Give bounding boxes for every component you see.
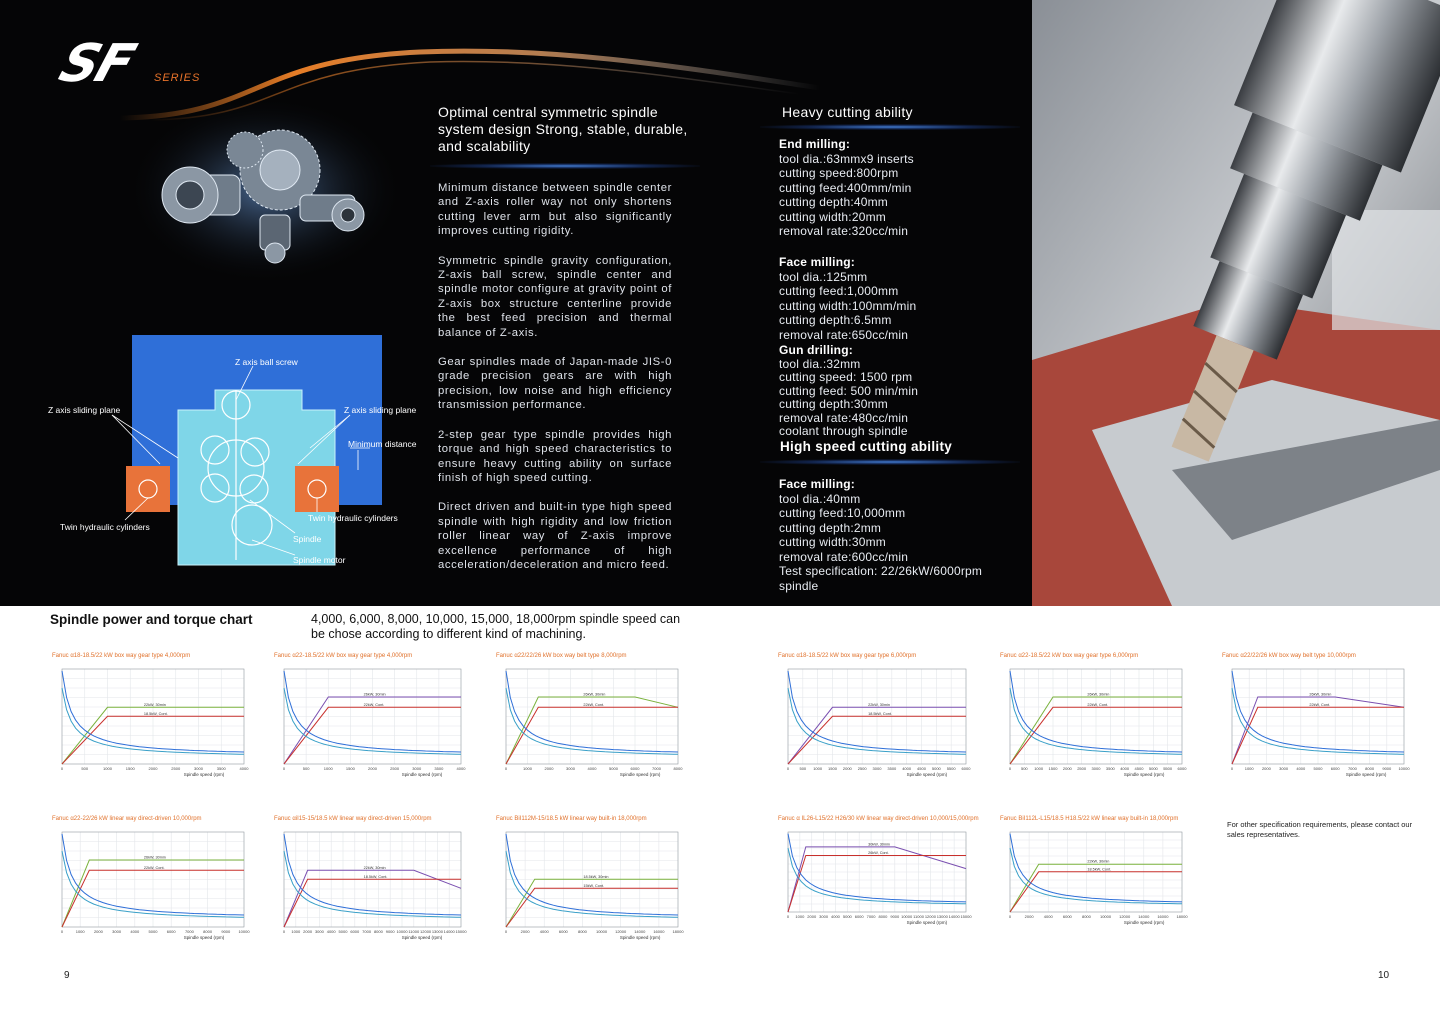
chart-grid-lines: [1009, 669, 1187, 771]
spec-line: tool dia.:40mm: [779, 491, 861, 506]
series-label: 18.5kW, Cont.: [868, 711, 892, 716]
x-tick-label: 8000: [203, 929, 213, 934]
spec-line: tool dia.:32mm: [779, 356, 861, 371]
x-tick-label: 3500: [1105, 766, 1115, 771]
x-tick-label: 7000: [362, 929, 372, 934]
x-tick-label: 5500: [946, 766, 956, 771]
x-tick-label: 10000: [1398, 766, 1410, 771]
x-tick-label: 12000: [615, 929, 627, 934]
x-tick-label: 7000: [184, 929, 194, 934]
chart-plot: [270, 828, 475, 943]
x-axis-label: Spindle speed (rpm): [183, 772, 225, 777]
x-tick-label: 4000: [456, 766, 466, 771]
x-tick-label: 2000: [520, 929, 530, 934]
x-tick-label: 2000: [148, 766, 158, 771]
x-tick-label: 9000: [890, 914, 900, 919]
x-tick-label: 1000: [291, 929, 301, 934]
label-sliding-plane-right: Z axis sliding plane: [344, 405, 417, 415]
heavy-gun-drilling: [779, 344, 918, 439]
spec-line: cutting feed: 500 min/min: [779, 383, 919, 398]
x-tick-label: 7000: [866, 914, 876, 919]
series-label: 18.5kW, 30min: [583, 874, 609, 879]
x-tick-label: 8000: [673, 766, 683, 771]
spec-line: cutting depth:6.5mm: [779, 313, 892, 327]
chart-plot: [492, 828, 692, 943]
x-tick-label: 4000: [902, 766, 912, 771]
x-tick-label: 4000: [831, 914, 840, 919]
label-minimum-distance: Minimum distance: [348, 439, 417, 449]
x-tick-label: 8000: [373, 929, 383, 934]
series-label: 22kW, 30min: [143, 702, 166, 707]
x-tick-label: 500: [1020, 766, 1028, 771]
x-tick-label: 2000: [807, 914, 817, 919]
x-axis-label: Spindle speed (rpm): [1345, 772, 1387, 777]
x-tick-label: 1000: [323, 766, 333, 771]
chart-section-description: 4,000, 6,000, 8,000, 10,000, 15,000, 18,000rpm spindle speed can be chose according to different kind of machining.: [311, 612, 681, 641]
series-label: 26kW, Cont.: [868, 851, 889, 856]
x-tick-label: 5000: [1313, 766, 1323, 771]
x-tick-label: 4000: [587, 766, 597, 771]
high-speed-face-milling: [779, 477, 1019, 593]
x-tick-label: 12000: [420, 929, 432, 934]
chart-title: Fanuc BiI112L-L15/18.5 H18.5/22 kW linear way built-in 18,000rpm: [1000, 816, 1179, 822]
chart-title: Fanuc α22-18.5/22 kW box way gear type 4,000rpm: [274, 653, 413, 659]
label-sliding-plane-left: Z axis sliding plane: [48, 405, 121, 415]
x-tick-label: 1000: [813, 766, 823, 771]
x-tick-label: 18000: [672, 929, 684, 934]
x-axis-label: Spindle speed (rpm): [401, 935, 443, 940]
x-tick-label: 2000: [1261, 766, 1271, 771]
paragraph-5: Direct driven and built-in type high speed spindle with high rigidity and low friction roller linear way of Z-axis improve excellence performance of high acceleration/deceleration and micro feed.: [438, 501, 672, 571]
power-series-line: [1010, 872, 1182, 912]
x-tick-label: 5000: [609, 766, 618, 771]
x-axis-label: Spindle speed (rpm): [906, 920, 948, 925]
x-tick-label: 0: [1230, 766, 1234, 771]
x-axis-label: Spindle speed (rpm): [619, 935, 661, 940]
hs-face-milling-title: Face milling:: [779, 477, 855, 491]
page-number-left: 9: [64, 970, 70, 981]
x-tick-label: 0: [504, 929, 508, 934]
x-tick-label: 5000: [931, 766, 941, 771]
paragraph-1: Minimum distance between spindle center and Z-axis roller way not only shortens cutting lever arm but also significantly improves cutting rigidity.: [438, 182, 672, 238]
chart-plot: [774, 665, 980, 780]
x-tick-label: 16000: [1157, 914, 1169, 919]
logo-mark: SF: [52, 34, 141, 94]
chart-grid-lines: [283, 669, 466, 771]
chart-plot: [492, 665, 692, 780]
x-tick-label: 6000: [166, 929, 176, 934]
power-torque-chart: [774, 653, 980, 780]
x-tick-label: 3000: [566, 766, 575, 771]
x-tick-label: 1000: [1034, 766, 1044, 771]
x-tick-label: 7000: [652, 766, 661, 771]
x-tick-label: 16000: [653, 929, 665, 934]
x-tick-label: 2000: [842, 766, 852, 771]
chart-plot: [48, 665, 258, 780]
heavy-cutting-heading: Heavy cutting ability: [782, 104, 913, 120]
x-tick-label: 8000: [577, 929, 587, 934]
spec-line: cutting speed:800rpm: [779, 166, 899, 180]
series-label: 18.5kW, Cont.: [363, 874, 388, 879]
spec-line: cutting width:100mm/min: [779, 298, 917, 313]
spec-line: cutting depth:40mm: [779, 195, 888, 209]
x-tick-label: 10000: [595, 929, 608, 934]
chart-grid-lines: [1231, 669, 1410, 771]
x-tick-label: 1000: [523, 766, 532, 771]
x-axis-label: Spindle speed (rpm): [401, 772, 443, 777]
x-tick-label: 4000: [239, 766, 249, 771]
x-tick-label: 5000: [148, 929, 158, 934]
chart-plot: [996, 665, 1196, 780]
x-tick-label: 4500: [1134, 766, 1144, 771]
series-label: 26kW, 30min: [1309, 692, 1332, 697]
x-tick-label: 4000: [130, 929, 140, 934]
x-tick-label: 3000: [1091, 766, 1101, 771]
x-tick-label: 2000: [544, 766, 554, 771]
chart-title: Fanuc α22-22/26 kW linear way direct-driven 10,000rpm: [52, 816, 202, 822]
series-label: 30kW, 30min: [868, 842, 891, 847]
x-tick-label: 14000: [1138, 914, 1150, 919]
chart-title: Fanuc α22/22/26 kW box way belt type 10,000rpm: [1222, 653, 1356, 659]
x-tick-label: 18000: [1176, 914, 1188, 919]
x-tick-label: 1000: [75, 929, 85, 934]
spec-line: cutting feed:10,000mm: [779, 506, 906, 520]
spec-line: cutting depth:2mm: [779, 520, 882, 535]
x-tick-label: 4000: [326, 929, 336, 934]
spindle-description: [438, 181, 672, 587]
x-tick-label: 2000: [303, 929, 313, 934]
x-tick-label: 11000: [408, 929, 420, 934]
power-series-line: [284, 879, 461, 927]
series-label: 18.5kW, Cont.: [1087, 867, 1112, 872]
x-axis-label: Spindle speed (rpm): [183, 935, 225, 940]
chart-grid-lines: [61, 832, 250, 934]
chart-plot: [48, 828, 258, 943]
x-tick-label: 6000: [558, 929, 568, 934]
chart-title: Fanuc α22/22/26 kW box way belt type 8,000rpm: [496, 653, 627, 659]
paragraph-4: 2-step gear type spindle provides high torque and high speed characteristics to ensure heavy cutting ability on surface finish of high speed cutting.: [438, 428, 672, 484]
sf-series-logo: [52, 34, 232, 94]
gun-drilling-title: Gun drilling:: [779, 343, 853, 357]
heavy-face-milling: [779, 255, 916, 342]
x-tick-label: 4500: [917, 766, 926, 771]
spec-line: removal rate:650cc/min: [779, 327, 909, 342]
series-label: 26kW, 30min: [583, 692, 606, 697]
x-tick-label: 2500: [171, 766, 181, 771]
x-tick-label: 3000: [314, 929, 324, 934]
x-tick-label: 13000: [936, 914, 948, 919]
page-number-right: 10: [1378, 970, 1390, 981]
x-tick-label: 6000: [630, 766, 640, 771]
power-torque-chart: [492, 816, 692, 943]
x-tick-label: 10000: [901, 914, 913, 919]
x-axis-label: Spindle speed (rpm): [906, 772, 948, 777]
x-tick-label: 6000: [1177, 766, 1187, 771]
x-tick-label: 3000: [112, 929, 122, 934]
x-tick-label: 3000: [194, 766, 203, 771]
x-tick-label: 0: [60, 766, 64, 771]
x-tick-label: 1500: [125, 766, 135, 771]
x-tick-label: 12000: [1119, 914, 1131, 919]
series-label: 22kW, Cont.: [1309, 702, 1331, 707]
x-tick-label: 6000: [1330, 766, 1340, 771]
end-milling-title: End milling:: [779, 137, 851, 151]
power-torque-chart: [996, 816, 1196, 928]
series-label: 22kW, Cont.: [143, 865, 165, 870]
x-tick-label: 2500: [1077, 766, 1087, 771]
x-tick-label: 0: [1008, 914, 1012, 919]
spec-line: cutting width:30mm: [779, 535, 886, 549]
series-label: 26kW, 30min: [1087, 692, 1110, 697]
x-tick-label: 1000: [1244, 766, 1254, 771]
x-tick-label: 2500: [857, 766, 867, 771]
spec-line: removal rate:480cc/min: [779, 410, 909, 425]
x-tick-label: 10000: [1099, 914, 1112, 919]
chart-title: Fanuc BiI112M-15/18.5 kW linear way built-in 18,000rpm: [496, 816, 647, 822]
series-label: 26kW, 30min: [363, 692, 386, 697]
x-tick-label: 10000: [238, 929, 250, 934]
face-milling-title: Face milling:: [779, 255, 855, 269]
x-tick-label: 3000: [412, 766, 422, 771]
x-tick-label: 15000: [960, 914, 972, 919]
series-label: 15kW, Cont.: [583, 883, 605, 888]
spec-line: coolant through spindle: [779, 424, 908, 438]
x-tick-label: 3500: [434, 766, 444, 771]
x-tick-label: 3500: [887, 766, 897, 771]
x-tick-label: 6000: [350, 929, 360, 934]
x-tick-label: 4000: [1120, 766, 1130, 771]
power-torque-chart: [492, 653, 692, 780]
contact-note: For other specification requirements, please contact our sales representatives.: [1227, 820, 1413, 839]
z-axis-structure-diagram: [40, 330, 430, 580]
x-tick-label: 3000: [1279, 766, 1289, 771]
series-label: 22kW, 30min: [363, 865, 386, 870]
series-label: 22kW, Cont.: [583, 702, 605, 707]
series-label: 18.5kW, Cont.: [143, 711, 168, 716]
x-tick-label: 1500: [828, 766, 837, 771]
spec-line: cutting width:20mm: [779, 209, 886, 224]
x-tick-label: 500: [799, 766, 807, 771]
power-torque-chart: [270, 653, 475, 780]
x-tick-label: 1000: [103, 766, 112, 771]
power-series-line: [788, 847, 966, 912]
label-ball-screw: Z axis ball screw: [235, 357, 298, 367]
x-tick-label: 7000: [1347, 766, 1357, 771]
torque-series-line: [788, 848, 966, 904]
x-tick-label: 3000: [819, 914, 829, 919]
paragraph-2: Symmetric spindle gravity configuration, Z-axis ball screw, spindle center and spindle motor configure at gravity point of Z-axis box structure centerline provide the best feed precision and thermal balance of Z-axis.: [438, 254, 672, 339]
x-axis-label: Spindle speed (rpm): [1123, 772, 1165, 777]
x-tick-label: 500: [81, 766, 89, 771]
spec-line: tool dia.:63mmx9 inserts: [779, 151, 914, 166]
series-label: 22kW, Cont.: [363, 702, 385, 707]
x-tick-label: 0: [786, 914, 790, 919]
x-tick-label: 11000: [913, 914, 924, 919]
chart-plot: [270, 665, 475, 780]
series-label: 22kW, Cont.: [1087, 702, 1109, 707]
x-tick-label: 6000: [1062, 914, 1072, 919]
x-tick-label: 9000: [221, 929, 231, 934]
x-tick-label: 4000: [539, 929, 549, 934]
spec-line: cutting feed:400mm/min: [779, 180, 912, 195]
x-tick-label: 5000: [1148, 766, 1158, 771]
chart-grid-lines: [61, 669, 249, 771]
heading-glow-line: [430, 163, 700, 169]
series-label: 22kW, 30min: [1087, 859, 1110, 864]
label-cylinders-left: Twin hydraulic cylinders: [60, 522, 150, 532]
label-cylinders-right: Twin hydraulic cylinders: [308, 513, 398, 523]
x-tick-label: 0: [60, 929, 64, 934]
x-tick-label: 500: [302, 766, 310, 771]
x-tick-label: 3000: [872, 766, 882, 771]
x-tick-label: 4000: [1043, 914, 1053, 919]
heavy-heading-glow: [760, 124, 1020, 130]
heavy-end-milling: [779, 137, 914, 239]
x-tick-label: 8000: [1365, 766, 1375, 771]
x-tick-label: 14000: [634, 929, 646, 934]
x-tick-label: 5000: [842, 914, 852, 919]
chart-title: Fanuc α18-18.5/22 kW box way gear type 6,000rpm: [778, 653, 917, 659]
x-tick-label: 0: [786, 766, 790, 771]
chart-plot: [1218, 665, 1418, 780]
chart-plot: [774, 828, 980, 928]
paragraph-3: Gear spindles made of Japan-made JIS-0 grade precision gears are with high precision, low noise and high efficiency transmission performance.: [438, 356, 672, 412]
spindle-machining-photo: [1032, 0, 1440, 606]
power-torque-chart: [48, 816, 258, 943]
x-tick-label: 2000: [1062, 766, 1072, 771]
spec-line: tool dia.:125mm: [779, 269, 868, 284]
spec-line: cutting depth:30mm: [779, 397, 888, 411]
spec-line: removal rate:320cc/min: [779, 224, 909, 238]
chart-grid-lines: [787, 669, 971, 771]
x-tick-label: 14000: [443, 929, 455, 934]
power-torque-chart: [270, 816, 475, 943]
spindle-gearbox-illustration: [150, 115, 380, 265]
chart-title: Fanuc α IL26-L15/22 H26/30 kW linear way direct-driven 10,000/15,000rpm: [778, 816, 979, 822]
chart-title: Fanuc α18-18.5/22 kW box way gear type 4,000rpm: [52, 653, 191, 659]
x-tick-label: 0: [282, 929, 286, 934]
x-tick-label: 2000: [93, 929, 103, 934]
spec-line: cutting feed:1,000mm: [779, 284, 899, 298]
x-tick-label: 1000: [795, 914, 805, 919]
x-tick-label: 2000: [368, 766, 377, 771]
x-tick-label: 5000: [338, 929, 348, 934]
x-tick-label: 1500: [345, 766, 355, 771]
power-torque-chart: [1218, 653, 1418, 780]
power-torque-chart: [774, 816, 980, 928]
x-tick-label: 2000: [1024, 914, 1034, 919]
label-spindle: Spindle: [293, 534, 322, 544]
spec-line: removal rate:600cc/min: [779, 549, 909, 564]
x-axis-label: Spindle speed (rpm): [1123, 920, 1165, 925]
chart-plot: [996, 828, 1196, 928]
x-tick-label: 8000: [1081, 914, 1091, 919]
x-tick-label: 5500: [1163, 766, 1173, 771]
x-tick-label: 3500: [216, 766, 226, 771]
x-tick-label: 2500: [390, 766, 400, 771]
x-tick-label: 15000: [455, 929, 467, 934]
x-tick-label: 13000: [431, 929, 443, 934]
x-tick-label: 0: [282, 766, 286, 771]
power-series-line: [506, 888, 678, 927]
series-label: 26kW, 30min: [143, 855, 166, 860]
spindle-design-heading: Optimal central symmetric spindle system design Strong, stable, durable, and scalability: [438, 104, 688, 154]
x-tick-label: 14000: [948, 914, 960, 919]
chart-title: Fanuc α22-18.5/22 kW box way gear type 6,000rpm: [1000, 653, 1139, 659]
power-torque-chart: [48, 653, 258, 780]
x-tick-label: 1500: [1048, 766, 1058, 771]
spec-line: cutting speed: 1500 rpm: [779, 370, 913, 384]
high-speed-heading: High speed cutting ability: [780, 439, 953, 454]
x-tick-label: 0: [1008, 766, 1012, 771]
x-axis-label: Spindle speed (rpm): [619, 772, 661, 777]
spec-line: Test specification: 22/26kW/6000rpm spindle: [779, 564, 983, 593]
x-tick-label: 12000: [924, 914, 936, 919]
x-tick-label: 9000: [385, 929, 395, 934]
chart-title: Fanuc αiI15-15/18.5 kW linear way direct-driven 15,000rpm: [274, 816, 432, 822]
power-torque-chart: [996, 653, 1196, 780]
x-tick-label: 10000: [396, 929, 408, 934]
x-tick-label: 6000: [854, 914, 864, 919]
torque-series-line: [284, 851, 461, 917]
chart-grid-lines: [283, 832, 467, 934]
x-tick-label: 9000: [1382, 766, 1392, 771]
label-spindle-motor: Spindle motor: [293, 555, 346, 565]
x-tick-label: 0: [504, 766, 508, 771]
x-tick-label: 6000: [961, 766, 971, 771]
logo-subtitle: SERIES: [154, 72, 201, 84]
chart-section-title: Spindle power and torque chart: [50, 612, 253, 627]
high-speed-heading-glow: [760, 459, 1020, 465]
series-label: 22kW, 30min: [868, 702, 891, 707]
x-tick-label: 4000: [1296, 766, 1306, 771]
x-tick-label: 8000: [878, 914, 888, 919]
